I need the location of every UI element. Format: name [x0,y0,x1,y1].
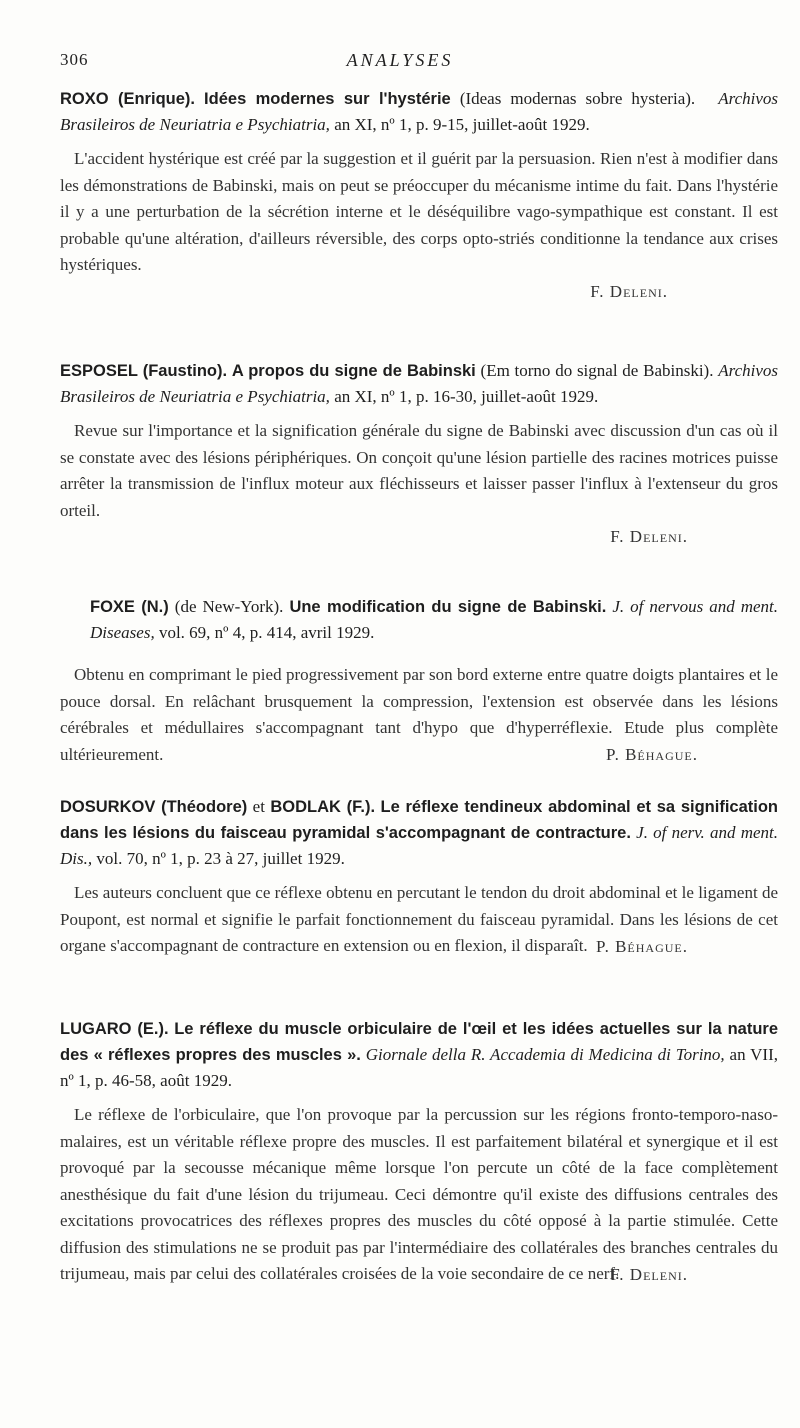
article-title: Le réflexe du muscle orbiculaire de l'œil et les idées actuelles sur la nature des « réflexes propres des muscles ». [60,1020,779,1064]
reviewer-signature: F. Deleni. [590,281,668,301]
publication-details: vol. 69, nº 4, p. 414, avril 1929. [158,623,375,642]
original-title: (Ideas modernas sobre hysteria). [459,89,696,108]
author: ESPOSEL (Faustino). [60,362,228,380]
author: FOXE (N.) [90,598,169,616]
second-author: BODLAK (F.). [270,798,376,816]
review-entry-roxo [60,86,778,305]
citation [60,794,778,872]
author: DOSURKOV (Théodore) [60,798,248,816]
reviewer-signature: F. Deleni. [610,527,688,546]
author-connector: et [252,797,265,816]
review-entry-dosurkov [60,794,778,960]
abstract: Les auteurs concluent que ce réflexe obtenu en percutant le tendon du droit abdominal et le ligament de Poupont, est normal et signifie le parfait fonctionnement du faisceau pyramidal. Dans les lésions de cet organe s'accompagnant de contracture en extension ou en flexion, il disparaît. [60,883,778,955]
review-entry-esposel [60,358,778,550]
running-title: ANALYSES [346,50,454,70]
article-title: Idées modernes sur l'hystérie [204,90,451,108]
page-number: 306 [60,50,89,69]
journal-name: J. of nervous and ment. Diseases, [90,597,779,642]
publication-details: an VII, nº 1, p. 46-58, août 1929. [60,1045,779,1090]
page-header [60,50,740,76]
journal-name: J. of nerv. and ment. Dis., [60,823,779,868]
article-title: Une modification du signe de Babinski. [289,598,607,616]
abstract: Revue sur l'importance et la signification générale du signe de Babinski avec discussion d'un cas où il se constate avec des lésions périphériques. On conçoit qu'une lésion partielle des racines motrices puisse arrêter la transmission de l'influx moteur aux fléchisseurs et laisser passer l'influx à l'extenseur du gros orteil. [60,421,778,520]
citation [60,358,778,410]
review-entry-foxe [60,594,778,646]
abstract: Obtenu en comprimant le pied progressivement par son bord externe entre quatre doigts plantaires et le pouce dorsal. En relâchant brusquement la compression, l'extension est observée dans les lésions cérébrales et médullaires s'accompagnant tant d'hypo que d'hyperréflexie. Etude plus complète ultérieurement. [60,665,778,764]
article-title: A propos du signe de Babinski [231,362,476,380]
reviewer-signature: P. Béhague. [606,745,698,764]
review-entry-lugaro [60,1016,778,1288]
article-title: Le réflexe tendineux abdominal et sa signification dans les lésions du faisceau pyramidal s'accompagnant de contracture. [60,798,778,842]
abstract: Le réflexe de l'orbiculaire, que l'on provoque par la percussion sur les régions fronto-temporo-naso-malaires, est un véritable réflexe propre des muscles. Il est parfaitement bilatéral et synergique et il est provoqué par la secousse mécanique même lorsque l'on percute un côté de la face complètement anesthésique du fait d'une lésion du trijumeau. Ceci démontre qu'il existe des diffusions centrales des excitations provocatrices des réflexes propres des muscles du côté opposé à la partie stimulée. Cette diffusion des stimulations ne se produit pas par l'intermédiaire des collatérales des branches centrales du trijumeau, mais par celui des collatérales croisées de la voie secondaire de ce nerf. [60,1105,778,1283]
citation [90,594,778,646]
journal-name: Giornale della R. Accademia di Medicina di Torino, [365,1045,725,1064]
abstract: L'accident hystérique est créé par la suggestion et il guérit par la persuasion. Rien n'est à modifier dans les démonstrations de Babinski, mais on peut se préoccuper du mécanisme intime du fait. Dans l'hystérie il y a une perturbation de la sécrétion interne et le déséquilibre vago-sympathique est constant. Il est probable qu'une altération, d'ailleurs réversible, des corps opto-striés conditionne la tendance aux crises hystériques. [60,149,778,274]
publication-details: an XI, nº 1, p. 16-30, juillet-août 1929. [334,387,599,406]
author-origin: (de New-York). [174,597,284,616]
review-entry-foxe-body [60,654,778,768]
citation [60,86,778,138]
citation [60,1016,778,1094]
author: LUGARO (E.). [60,1020,169,1038]
publication-details: an XI, nº 1, p. 9-15, juillet-août 1929. [334,115,590,134]
reviewer-signature: P. Béhague. [596,936,688,956]
publication-details: vol. 70, nº 1, p. 23 à 27, juillet 1929. [96,849,345,868]
author: ROXO (Enrique). [60,90,195,108]
journal-name: Archivos Brasileiros de Neuriatria e Psychiatria, [60,89,779,134]
reviewer-signature: F. Deleni. [610,1264,688,1284]
journal-name: Archivos Brasileiros de Neuriatria e Psychiatria, [60,361,779,406]
original-title: (Em torno do signal de Babinski). [480,361,714,380]
